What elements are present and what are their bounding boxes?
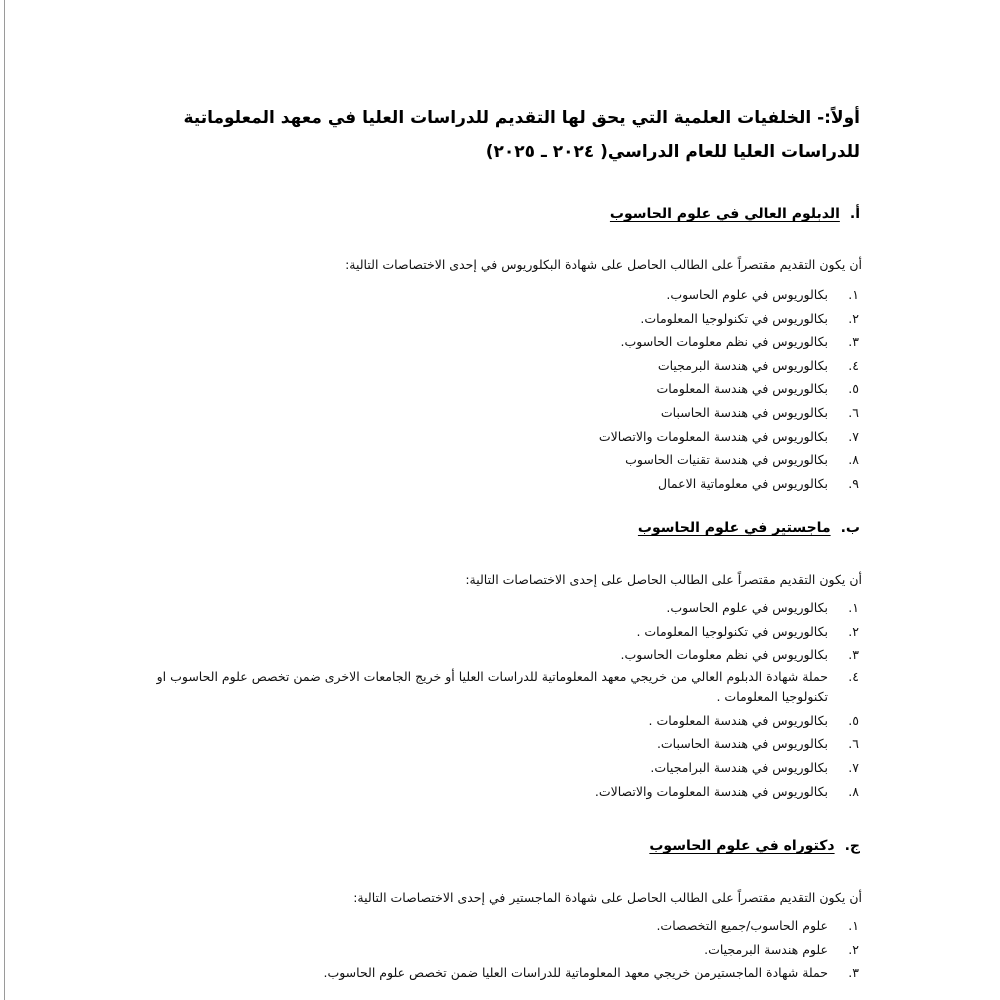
item-text: بكالوريوس في هندسة المعلومات والاتصالات. — [594, 783, 828, 799]
section-letter: ب. — [840, 520, 860, 536]
section-title: دكتوراه في علوم الحاسوب — [649, 838, 835, 854]
item-text: بكالوريوس في هندسة الحاسبات — [660, 404, 828, 420]
page-title: أولاً:- الخلفيات العلمية التي يحق لها التقديم للدراسات العليا في معهد المعلوماتية للدراسات العليا للعام الدراسي( ٢٠٢٤ ـ ٢٠٢٥) — [183, 108, 860, 162]
item-text: بكالوريوس في نظم معلومات الحاسوب. — [620, 334, 828, 350]
section-letter: ج. — [844, 838, 860, 854]
item-text: علوم الحاسوب/جميع التخصصات. — [656, 918, 828, 933]
section-title: ماجستير في علوم الحاسوب — [637, 520, 831, 536]
section-letter: أ. — [849, 206, 860, 222]
item-text: بكالوريوس في هندسة المعلومات والاتصالات — [598, 428, 828, 444]
section-intro-b: أن يكون التقديم مقتصراً على الطالب الحاصل على إحدى الاختصاصات التالية: — [465, 572, 862, 587]
item-text: حملة شهادة الدبلوم العالي من خريجي معهد المعلوماتية للدراسات العليا أو خريج الجامعات الاخرى ضمن تخصص علوم الحاسوب او تكنولوجيا المعلومات . — [156, 668, 828, 704]
item-number: ٨. — [848, 783, 859, 799]
item-number: ٢. — [848, 623, 859, 639]
item-text: بكالوريوس في هندسة البرمجيات — [657, 357, 828, 373]
item-number: ٦. — [848, 404, 859, 420]
item-number: ٢. — [848, 310, 859, 326]
item-number: ٢. — [848, 941, 859, 957]
item-text: بكالوريوس في هندسة البرامجيات. — [650, 759, 828, 775]
section-heading-c — [649, 838, 860, 854]
item-number: ٧. — [848, 759, 859, 775]
item-number: ٣. — [848, 965, 859, 981]
item-number: ٨. — [848, 452, 859, 468]
item-number: ٤. — [848, 357, 859, 373]
item-number: ١. — [848, 918, 859, 933]
item-text: بكالوريوس في معلوماتية الاعمال — [658, 475, 828, 491]
item-number: ٦. — [848, 736, 859, 752]
item-text: بكالوريوس في علوم الحاسوب. — [666, 287, 828, 302]
section-intro-a: أن يكون التقديم مقتصراً على الطالب الحاصل على شهادة البكلوريوس في إحدى الاختصاصات التالية: — [345, 257, 862, 272]
item-text: بكالوريوس في نظم معلومات الحاسوب. — [620, 647, 828, 663]
item-number: ٣. — [848, 334, 859, 350]
item-text: بكالوريوس في هندسة المعلومات — [656, 381, 828, 397]
item-text: بكالوريوس في هندسة المعلومات . — [648, 712, 828, 728]
item-number: ١. — [848, 600, 859, 615]
section-heading-b — [638, 520, 860, 536]
section-heading-a — [610, 206, 860, 222]
item-number: ١. — [848, 287, 859, 302]
section-intro-c: أن يكون التقديم مقتصراً على الطالب الحاصل على شهادة الماجستير في إحدى الاختصاصات التالية: — [353, 890, 862, 905]
item-number: ٤. — [848, 668, 859, 684]
item-text: بكالوريوس في هندسة تقنيات الحاسوب — [625, 452, 828, 468]
item-number: ٧. — [848, 428, 859, 444]
item-number: ٩. — [848, 475, 859, 491]
item-text: بكالوريوس في تكنولوجيا المعلومات. — [640, 310, 828, 326]
item-text: بكالوريوس في علوم الحاسوب. — [666, 600, 828, 615]
item-text: حملة شهادة الماجستيرمن خريجي معهد المعلوماتية للدراسات العليا ضمن تخصص علوم الحاسوب. — [323, 965, 828, 981]
item-text: علوم هندسة البرمجيات. — [704, 941, 828, 957]
section-title: الدبلوم العالي في علوم الحاسوب — [609, 206, 840, 222]
item-number: ٥. — [848, 381, 859, 397]
item-number: ٥. — [848, 712, 859, 728]
item-text: بكالوريوس في تكنولوجيا المعلومات . — [636, 623, 828, 639]
item-text: بكالوريوس في هندسة الحاسبات. — [656, 736, 828, 752]
item-number: ٣. — [848, 647, 859, 663]
